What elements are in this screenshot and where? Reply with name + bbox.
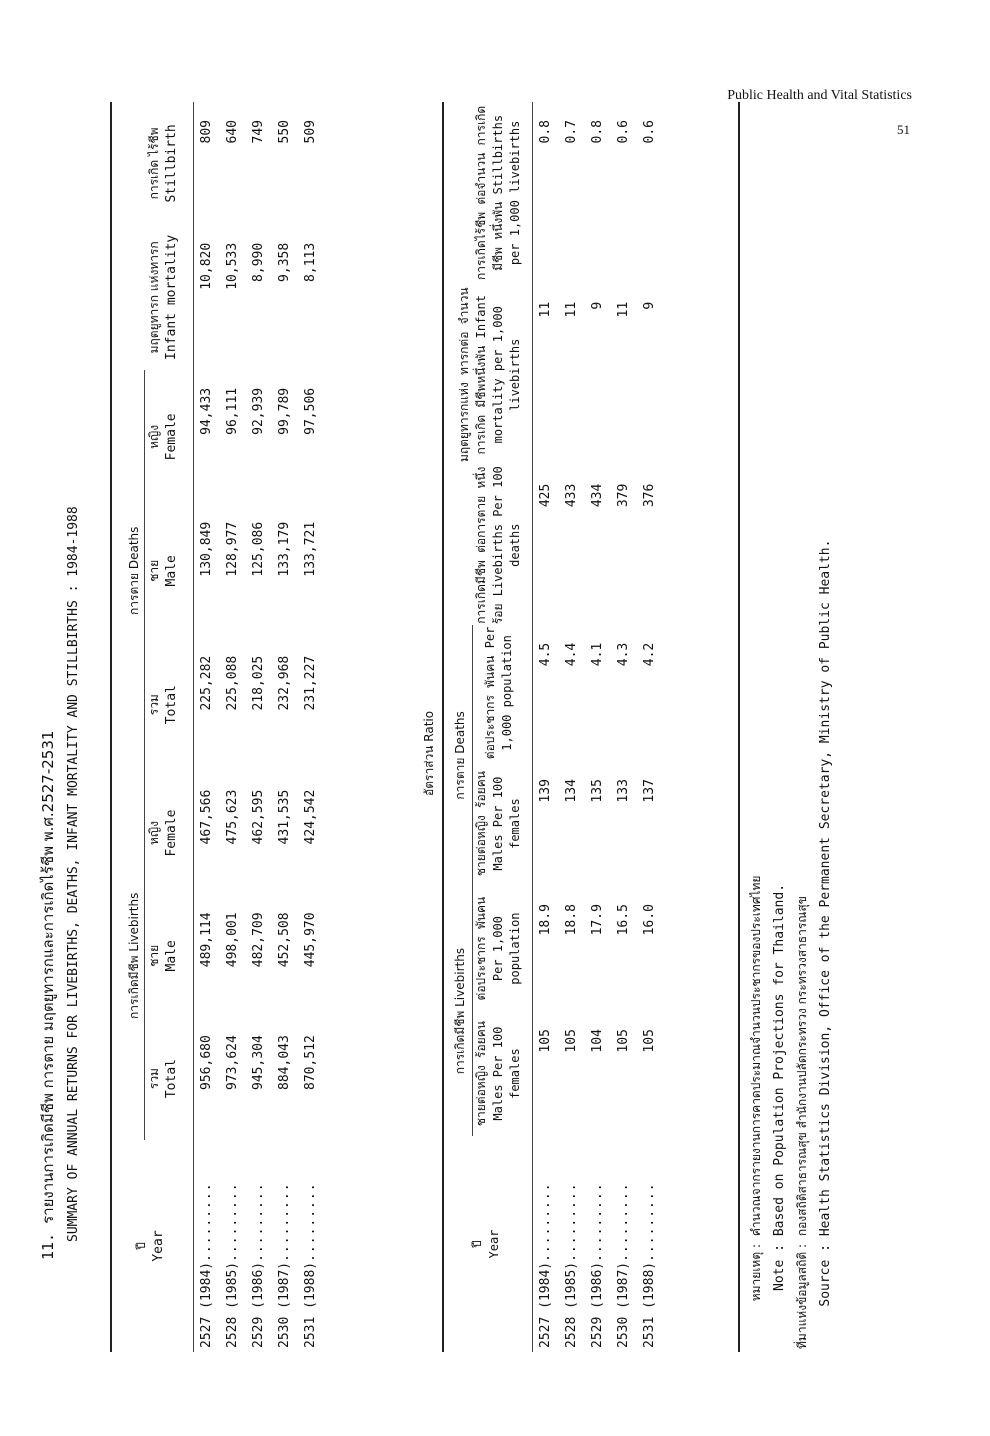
table-notes bbox=[745, 540, 837, 1352]
cell-c5: 425 bbox=[538, 483, 553, 508]
ratio-c4-header: ต่อประชากร พันคน Per 1,000 population bbox=[482, 626, 514, 760]
cell-c6: 9 bbox=[642, 301, 657, 310]
top-rule bbox=[110, 102, 112, 1352]
cell-infant: 9,358 bbox=[277, 242, 292, 282]
cell-c5: 434 bbox=[590, 483, 605, 508]
year-cell: 2527 (1984)......... bbox=[538, 1182, 553, 1348]
cell-c7: 0.6 bbox=[616, 120, 631, 144]
cell-c1: 105 bbox=[564, 1029, 579, 1053]
page-header: Public Health and Vital Statistics bbox=[727, 88, 912, 103]
main-table-row bbox=[272, 102, 298, 1352]
year-cell: 2529 (1986)......... bbox=[590, 1182, 605, 1348]
cell-lb_male: 482,709 bbox=[251, 912, 266, 968]
cell-lb_female: 462,595 bbox=[251, 789, 266, 845]
cell-c2: 18.9 bbox=[538, 904, 553, 936]
year-cell: 2530 (1987)......... bbox=[277, 1182, 292, 1348]
cell-c1: 105 bbox=[616, 1029, 631, 1053]
cell-infant: 10,820 bbox=[199, 242, 214, 290]
summary-table bbox=[118, 102, 324, 1352]
lb-female-header: หญิง Female bbox=[147, 809, 179, 857]
d-total-header: รวม Total bbox=[147, 685, 179, 725]
ratio-livebirths-group: การเกิดมีชีพ Livebirths bbox=[448, 886, 473, 1136]
year-cell: 2528 (1985)......... bbox=[564, 1182, 579, 1348]
cell-d_total: 232,968 bbox=[277, 655, 292, 711]
cell-d_male: 133,179 bbox=[277, 521, 292, 577]
cell-d_total: 218,025 bbox=[251, 655, 266, 711]
page-number: 51 bbox=[897, 122, 910, 137]
cell-c6: 11 bbox=[564, 301, 579, 318]
cell-lb_female: 467,566 bbox=[199, 789, 214, 845]
cell-c6: 9 bbox=[590, 301, 605, 310]
cell-c4: 4.2 bbox=[642, 642, 657, 667]
ratio-label: อัตราส่วน Ratio bbox=[422, 710, 436, 796]
main-table-row bbox=[246, 102, 272, 1352]
cell-d_total: 225,282 bbox=[199, 655, 214, 711]
cell-c1: 105 bbox=[538, 1029, 553, 1053]
year-cell: 2529 (1986)......... bbox=[251, 1182, 266, 1348]
cell-d_female: 92,939 bbox=[251, 387, 266, 435]
lb-male-header: ชาย Male bbox=[147, 940, 179, 972]
cell-d_male: 130,849 bbox=[199, 521, 214, 577]
ratio-c5-header: การเกิดมีชีพ ต่อการตาย หนึ่งร้อย Livebirths Per 100 deaths bbox=[474, 466, 522, 625]
infant-mortality-header: มฤตยูทารก แห่งทารก Infant mortality bbox=[147, 234, 179, 360]
title-thai: รายงานการเกิดมีชีพ การตาย มฤตยูทารกและการเกิดไร้ชีพ พ.ศ.2527-2531 bbox=[39, 730, 57, 1224]
cell-c2: 16.5 bbox=[616, 904, 631, 936]
ratio-table-row bbox=[533, 102, 560, 1352]
ratio-table-row bbox=[585, 102, 611, 1352]
d-female-header: หญิง Female bbox=[147, 413, 179, 461]
cell-lb_male: 498,001 bbox=[225, 912, 240, 968]
year-cell: 2530 (1987)......... bbox=[616, 1182, 631, 1348]
cell-still: 809 bbox=[199, 120, 214, 144]
cell-still: 509 bbox=[303, 120, 318, 144]
ratio-table-row bbox=[637, 102, 663, 1352]
livebirths-group-header: การเกิดมีชีพ Livebirths bbox=[118, 772, 145, 1140]
ratio-c6-header: มฤตยูทารกแห่ง ทารกต่อ จำนวนการเกิด มีชีพหนึ่งพัน Infant mortality per 1,000 livebirths bbox=[457, 287, 522, 463]
cell-lb_total: 973,624 bbox=[225, 1035, 240, 1090]
title-number: 11. bbox=[39, 1232, 57, 1260]
source-thai-line: ที่มาแห่งข้อมูลสถิติ : กองสถิติสาธารณสุข สำนักงานปลัดกระทรวง กระทรวงสาธารณสุข bbox=[795, 896, 809, 1349]
cell-c1: 105 bbox=[642, 1029, 657, 1053]
cell-d_total: 231,227 bbox=[303, 655, 318, 711]
year-header: ปี Year bbox=[133, 1230, 166, 1262]
cell-lb_female: 431,535 bbox=[277, 789, 292, 845]
cell-c4: 4.5 bbox=[538, 642, 553, 667]
main-table-row bbox=[298, 102, 324, 1352]
cell-infant: 8,990 bbox=[251, 242, 266, 282]
year-cell: 2528 (1985)......... bbox=[225, 1182, 240, 1348]
cell-lb_total: 884,043 bbox=[277, 1035, 292, 1090]
cell-c3: 134 bbox=[564, 779, 579, 803]
cell-c7: 0.6 bbox=[642, 120, 657, 144]
note-line: Note : Based on Population Projections for Thailand. bbox=[772, 883, 787, 1291]
ratio-year-header: ปี Year bbox=[470, 1229, 501, 1259]
cell-c4: 4.3 bbox=[616, 642, 631, 667]
main-table-row bbox=[220, 102, 246, 1352]
cell-lb_total: 945,304 bbox=[251, 1035, 266, 1090]
ratio-c3-header: ชายต่อหญิง ร้อยคน Males Per 100 females bbox=[474, 771, 522, 877]
source-line: Source : Health Statistics Division, Office of the Permanent Secretary, Ministry of Public Health. bbox=[818, 539, 833, 1307]
cell-c2: 18.8 bbox=[564, 904, 579, 936]
main-table-row bbox=[194, 102, 221, 1352]
cell-still: 640 bbox=[225, 120, 240, 144]
cell-infant: 10,533 bbox=[225, 242, 240, 290]
cell-c3: 139 bbox=[538, 779, 553, 803]
ratio-deaths-group: การตาย Deaths bbox=[448, 625, 473, 886]
deaths-group-header: การตาย Deaths bbox=[118, 370, 145, 772]
cell-c7: 0.7 bbox=[564, 120, 579, 144]
cell-c1: 104 bbox=[590, 1029, 605, 1053]
ratio-table-row bbox=[559, 102, 585, 1352]
cell-infant: 8,113 bbox=[303, 242, 318, 282]
cell-c5: 376 bbox=[642, 483, 657, 508]
cell-d_female: 94,433 bbox=[199, 387, 214, 435]
table-title bbox=[36, 506, 81, 1260]
cell-lb_total: 870,512 bbox=[303, 1035, 318, 1090]
cell-c5: 433 bbox=[564, 483, 579, 508]
lb-total-header: รวม Total bbox=[147, 1059, 179, 1099]
ratio-table bbox=[448, 102, 663, 1352]
cell-c6: 11 bbox=[538, 301, 553, 318]
cell-c3: 133 bbox=[616, 779, 631, 803]
year-cell: 2531 (1988)......... bbox=[642, 1182, 657, 1348]
cell-lb_female: 475,623 bbox=[225, 789, 240, 845]
cell-d_total: 225,088 bbox=[225, 655, 240, 711]
cell-d_female: 97,506 bbox=[303, 387, 318, 435]
cell-d_female: 99,789 bbox=[277, 387, 292, 435]
cell-c4: 4.4 bbox=[564, 642, 579, 667]
cell-d_male: 128,977 bbox=[225, 521, 240, 577]
ratio-c1-header: ชายต่อหญิง ร้อยคน Males Per 100 females bbox=[474, 1021, 522, 1127]
cell-c2: 17.9 bbox=[590, 904, 605, 936]
cell-lb_total: 956,680 bbox=[199, 1035, 214, 1090]
cell-c3: 137 bbox=[642, 779, 657, 803]
cell-d_male: 125,086 bbox=[251, 521, 266, 577]
ratio-c2-header: ต่อประชากร พันคน Per 1,000 population bbox=[474, 896, 522, 1001]
cell-c7: 0.8 bbox=[590, 120, 605, 144]
cell-c6: 11 bbox=[616, 301, 631, 318]
year-cell: 2531 (1988)......... bbox=[303, 1182, 318, 1348]
cell-lb_male: 445,970 bbox=[303, 912, 318, 968]
cell-still: 749 bbox=[251, 120, 266, 144]
title-english: SUMMARY OF ANNUAL RETURNS FOR LIVEBIRTHS, DEATHS, INFANT MORTALITY AND STILLBIRTHS : 1984-1988 bbox=[66, 506, 81, 1242]
cell-c2: 16.0 bbox=[642, 904, 657, 936]
cell-lb_male: 452,508 bbox=[277, 912, 292, 968]
cell-c5: 379 bbox=[616, 483, 631, 508]
ratio-table-row bbox=[611, 102, 637, 1352]
cell-lb_male: 489,114 bbox=[199, 912, 214, 968]
year-cell: 2527 (1984)......... bbox=[199, 1182, 214, 1348]
cell-lb_female: 424,542 bbox=[303, 789, 318, 845]
cell-c7: 0.8 bbox=[538, 120, 553, 144]
notes-top-rule bbox=[738, 102, 740, 1352]
cell-d_male: 133,721 bbox=[303, 521, 318, 577]
cell-still: 550 bbox=[277, 120, 292, 144]
remark-line: หมายเหตุ : คำนวณจากรายงานการคาดประมาณจำนวนประชากรของประเทศไทย bbox=[749, 875, 763, 1302]
cell-c4: 4.1 bbox=[590, 642, 605, 667]
cell-c3: 135 bbox=[590, 779, 605, 803]
d-male-header: ชาย Male bbox=[147, 555, 179, 587]
cell-d_female: 96,111 bbox=[225, 387, 240, 435]
stillbirth-header: การเกิด ไร้ชีพ Stillbirth bbox=[147, 124, 179, 203]
ratio-top-rule bbox=[442, 102, 444, 1352]
ratio-c7-header: การเกิดไร้ชีพ ต่อจำนวน การเกิดมีชีพ หนึ่งพัน Stillbirths per 1,000 livebirths bbox=[474, 105, 522, 280]
